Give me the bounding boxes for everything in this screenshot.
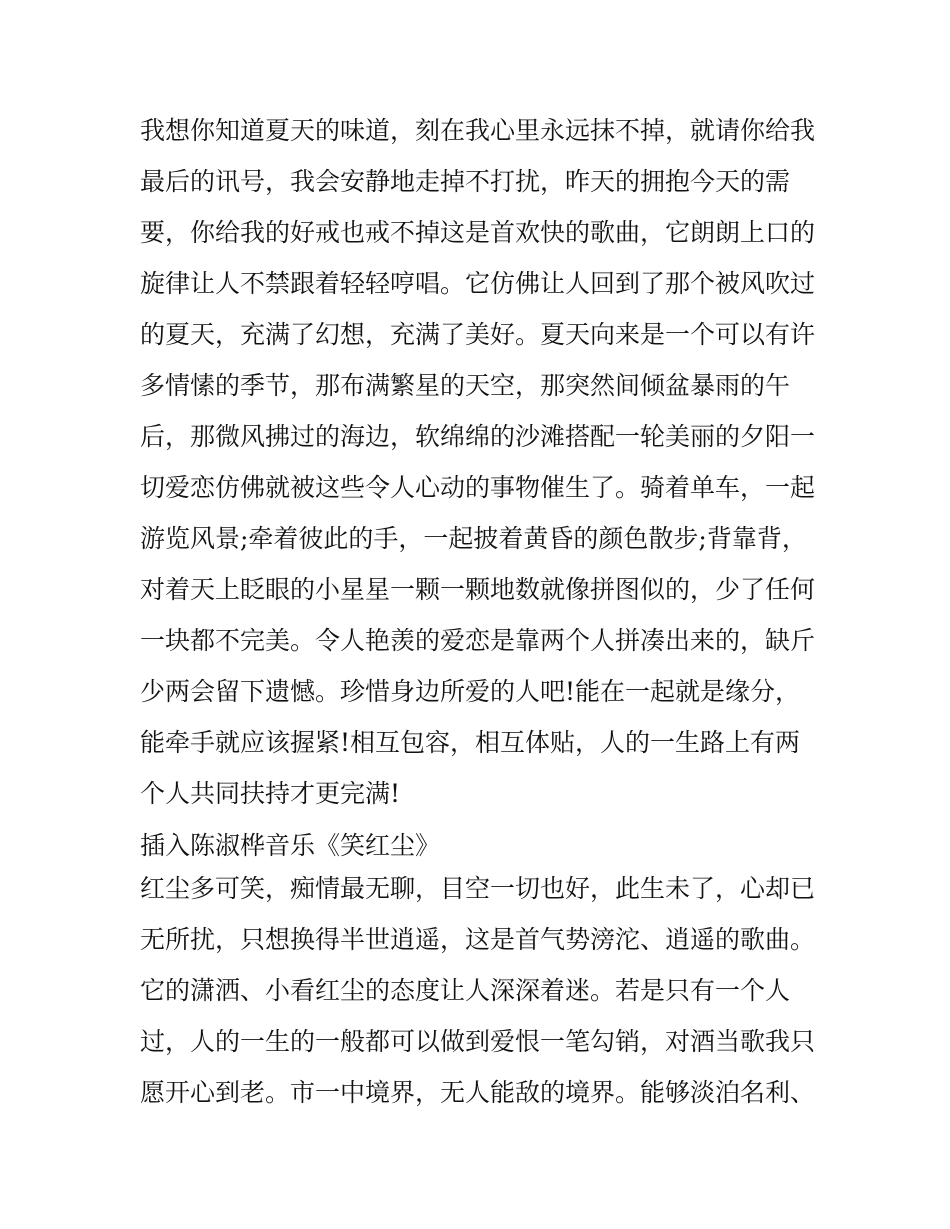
- text-line: 多情愫的季节，那布满繁星的天空，那突然间倾盆暴雨的午: [140, 371, 791, 400]
- text-line: 愿开心到老。市一中境界，无人能敌的境界。能够淡泊名利、: [140, 1078, 816, 1107]
- text-line: 红尘多可笑，痴情最无聊，目空一切也好，此生未了，心却已: [140, 874, 816, 903]
- text-line: 最后的讯号，我会安静地走掉不打扰，昨天的拥抱今天的需: [140, 167, 791, 196]
- paragraph-red-dust: [140, 863, 820, 1118]
- text-line: 的夏天，充满了幻想，充满了美好。夏天向来是一个可以有许: [140, 320, 816, 349]
- text-line: 个人共同扶持才更完满!: [140, 779, 401, 808]
- text-line: 切爱恋仿佛就被这些令人心动的事物催生了。骑着单车，一起: [140, 473, 816, 502]
- text-line: 少两会留下遗憾。珍惜身边所爱的人吧!能在一起就是缘分，: [140, 677, 801, 706]
- text-line: 一块都不完美。令人艳羡的爱恋是靠两个人拼凑出来的，缺斤: [140, 626, 816, 655]
- text-line: 无所扰，只想换得半世逍遥，这是首气势滂沱、逍遥的歌曲。: [140, 925, 816, 954]
- text-line: 要，你给我的好戒也戒不掉这是首欢快的歌曲，它朗朗上口的: [140, 218, 816, 247]
- text-line: 能牵手就应该握紧!相互包容，相互体贴，人的一生路上有两: [140, 728, 801, 757]
- text-line: 它的潇洒、小看红尘的态度让人深深着迷。若是只有一个人: [140, 976, 791, 1005]
- text-line: 我想你知道夏天的味道，刻在我心里永远抹不掉，就请你给我: [140, 116, 816, 145]
- text-line: 过，人的一生的一般都可以做到爱恨一笔勾销，对酒当歌我只: [140, 1027, 816, 1056]
- paragraph-summer-taste: [140, 105, 820, 819]
- text-line: 后，那微风拂过的海边，软绵绵的沙滩搭配一轮美丽的夕阳一: [140, 422, 816, 451]
- heading-text: 插入陈淑桦音乐《笑红尘》: [140, 831, 441, 860]
- text-line: 旋律让人不禁跟着轻轻哼唱。它仿佛让人回到了那个被风吹过: [140, 269, 816, 298]
- text-line: 对着天上眨眼的小星星一颗一颗地数就像拼图似的，少了任何: [140, 575, 816, 604]
- text-line: 游览风景;牵着彼此的手，一起披着黄昏的颜色散步;背靠背，: [140, 524, 807, 553]
